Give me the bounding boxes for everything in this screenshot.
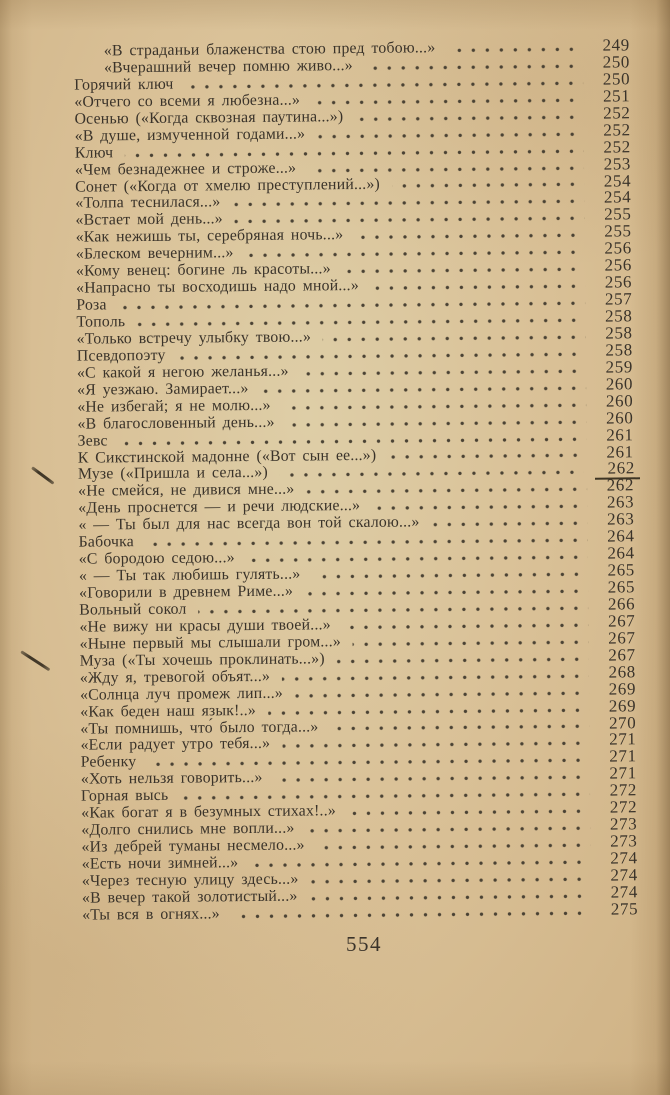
dot-leader [432,521,588,527]
toc-entry-title: «Толпа теснилася...» [75,193,221,213]
dot-leader [246,250,585,258]
toc-entry-page: 265 [607,577,636,597]
toc-entry-page: 252 [603,103,631,123]
dot-leader [307,826,591,834]
toc-entry-title: Горная высь [80,787,169,805]
toc-entry-title: «Жду я, тревогой объят...» [79,667,271,687]
dot-leader [310,894,591,902]
toc-entry-title: Осенью («Когда сквозная паутина...») [74,107,344,128]
dot-leader [311,877,591,885]
toc-entry-page: 257 [604,289,633,309]
toc-entry-title: «Не смейся, не дивися мне...» [78,480,295,501]
dot-leader [305,589,588,597]
toc-entry-title: «Есть ночи зимней...» [81,854,239,873]
dot-leader [301,369,586,377]
toc-entry-page: 256 [604,238,632,258]
toc-entry-page: 272 [609,780,638,800]
toc-entry-title: «Отчего со всеми я любезна...» [74,91,301,111]
dot-leader [275,775,590,783]
toc-entry-title: Зевс [77,431,108,450]
toc-entry-title: «В вечер такой золотистый...» [81,887,298,907]
toc-entry-page: 271 [609,746,637,766]
pencil-mark [20,650,50,671]
toc-entry-page: 274 [610,882,639,902]
toc-entry-title: «Кому венец: богине ль красоты...» [75,260,331,280]
dot-leader [306,487,587,495]
toc-entry-page: 252 [603,136,631,157]
dot-leader [372,504,587,511]
toc-entry-title: Горячий ключ [74,75,174,94]
pencil-mark [31,466,54,484]
dot-leader [232,911,591,919]
toc-entry-title: Сонет («Когда от хмелю преступлений...») [75,175,381,196]
toc-entry-title: «Как нежишь ты, серебряная ночь...» [75,226,344,246]
dot-leader [323,335,586,343]
toc-entry-page: 272 [609,797,638,817]
dot-leader [235,216,585,224]
toc-entry-title: «Говорили в древнем Риме...» [78,582,294,602]
dot-leader [261,385,587,393]
toc-entry-page: 258 [605,306,633,326]
toc-entry-page: 258 [605,340,633,360]
toc-entry-page: 253 [603,153,632,174]
toc-entry-page: 275 [610,899,639,919]
toc-entry-page: 262 [606,475,635,495]
toc-entry-title: Ключ [74,143,114,162]
toc-entry-page: 264 [607,543,635,563]
dot-leader [282,741,589,749]
toc-entry-page: 261 [606,441,634,462]
toc-entry-page: 261 [606,424,634,445]
dot-leader [348,809,590,816]
dot-leader [295,690,589,698]
toc-entry-title: «Если радует утро тебя...» [80,735,271,755]
dot-leader [343,267,585,274]
toc-entry-title: Тополь [76,313,126,331]
toc-entry-title: «Как беден наш язык!..» [80,701,257,721]
toc-entry-title: Бабочка [78,533,135,551]
dot-leader [355,114,583,121]
toc-entry-page: 264 [607,526,635,546]
toc-entry-title: Псевдопоэту [76,346,166,365]
toc-entry-title: «Как богат я в безумных стихах!..» [81,802,336,822]
toc-entry-title: «День проснется — и речи людские...» [78,497,361,517]
toc-entry-title: «Хоть нельзя говорить...» [80,769,263,788]
dot-leader [250,860,590,868]
toc-entry-page: 273 [609,814,638,834]
toc-entry-title: «В страданьи блаженства стою пред тобою...» [103,39,436,60]
dot-leader [447,47,583,53]
toc-entry-title: «Блеском вечерним...» [75,244,234,263]
dot-leader [388,453,586,460]
toc-entry-page: 263 [606,492,635,512]
toc-entry-title: «Напрасно ты восходишь надо мной...» [76,277,359,297]
dot-leader [308,165,584,173]
dot-leader [232,199,584,207]
toc-entry-title: «Я уезжаю. Замирает...» [77,379,249,399]
toc-entry-page: 269 [608,678,637,699]
toc-entry-title: «Не вижу ни красы души твоей...» [79,616,331,636]
toc-entry-title: «В благословенный день...» [77,413,275,433]
toc-entry-page: 252 [603,120,631,140]
dot-leader [312,572,588,580]
toc-entry-title: Вольный сокол [79,600,187,619]
toc-entry-title: «Долго снились мне вопли...» [81,819,295,839]
dot-leader [355,233,584,240]
toc-entry-title: «Из дебрей туманы несмело...» [81,836,305,856]
toc-entry-page: 262 [595,461,640,480]
toc-entry-title: «В душе, измученной годами...» [74,125,306,145]
dot-leader [247,555,588,563]
dot-leader [186,81,584,90]
toc-entry-title: «С бородою седою...» [78,549,235,568]
dot-leader [268,707,589,715]
toc-entry-page: 267 [607,611,636,631]
dot-leader [312,98,583,106]
toc-entry-page: 268 [608,662,636,682]
toc-entry-page: 255 [604,221,632,241]
toc-entry-page: 254 [603,170,632,191]
toc-entry-page: 250 [602,52,631,72]
toc-entry-title: К Сикстинской мадонне («Вот сын ее...») [77,446,377,467]
toc-entry-title: Музе («Пришла и села...») [77,464,269,484]
dot-leader [317,843,591,851]
toc-entry-page: 273 [610,831,638,851]
toc-entry-page: 267 [608,645,636,665]
toc-entry-page: 255 [604,204,632,224]
dot-leader [392,182,584,189]
toc-list [74,37,638,923]
toc-entry-title: «Ты вся в огнях...» [82,905,220,924]
toc-entry-title: «Через тесную улицу здесь...» [81,870,299,890]
dot-leader [365,64,583,71]
toc-entry-title: Муза («Ты хочешь проклинать...») [79,650,325,670]
toc-entry-title: «С какой я негою желанья...» [76,362,289,382]
dot-leader [282,673,589,681]
toc-entry-page: 267 [608,628,636,648]
toc-entry-page: 259 [605,357,634,377]
toc-entry-page: 250 [602,69,631,89]
toc-entry-page: 251 [602,86,631,106]
toc-entry-page: 270 [608,712,637,733]
dot-leader [337,656,589,663]
toc-entry-page: 260 [606,407,634,428]
dot-leader [371,284,585,291]
toc-entry-page: 263 [606,509,635,529]
toc-entry-page: 266 [607,594,636,614]
dot-leader [199,606,589,615]
page-number-footer: 554 [346,932,382,956]
toc-entry-page: 258 [605,323,633,343]
toc-entry-page: 249 [602,35,630,55]
toc-entry-page: 256 [604,272,633,292]
dot-leader [280,470,584,478]
dot-leader [317,131,584,139]
dot-leader [343,623,589,630]
toc-entry-title: «Чем безнадежнее и строже...» [74,159,297,179]
toc-entry-page: 260 [605,391,634,411]
dot-leader [330,724,589,731]
toc-entry-title: Роза [76,296,107,314]
toc-entry-page: 271 [609,729,637,750]
dot-leader [283,402,587,410]
toc-entry-page: 265 [607,560,635,580]
toc-entry-page: 274 [610,848,638,868]
toc-entry-title: «Встает мой день...» [75,210,223,230]
toc-entry-page: 254 [603,187,632,208]
toc-entry-title: «Солнца луч промеж лип...» [79,684,284,704]
toc-entry-title: «Ты помнишь, что́ было тогда...» [80,717,319,738]
toc-entry-title: «Вчерашний вечер помню живо...» [103,56,353,77]
toc-entry-title: « — Ты так любишь гулять...» [78,565,301,585]
toc-entry-page: 260 [605,374,634,394]
toc-entry-title: « — Ты был для нас всегда вон той скалою...» [78,513,420,534]
toc-entry-page: 256 [604,255,633,275]
dot-leader [178,352,586,361]
toc-entry-title: Ребенку [80,753,137,772]
dot-leader [353,640,589,647]
toc-entry-page: 269 [608,695,637,716]
toc-entry-title: «Только встречу улыбку твою...» [76,328,312,348]
toc-entry-title: «Не избегай; я не молю...» [77,396,271,416]
toc-entry-page: 271 [609,763,637,783]
toc-entry-page: 274 [610,865,638,885]
toc-entry-title: «Ныне первый мы слышали гром...» [79,632,341,653]
dot-leader [287,419,587,427]
